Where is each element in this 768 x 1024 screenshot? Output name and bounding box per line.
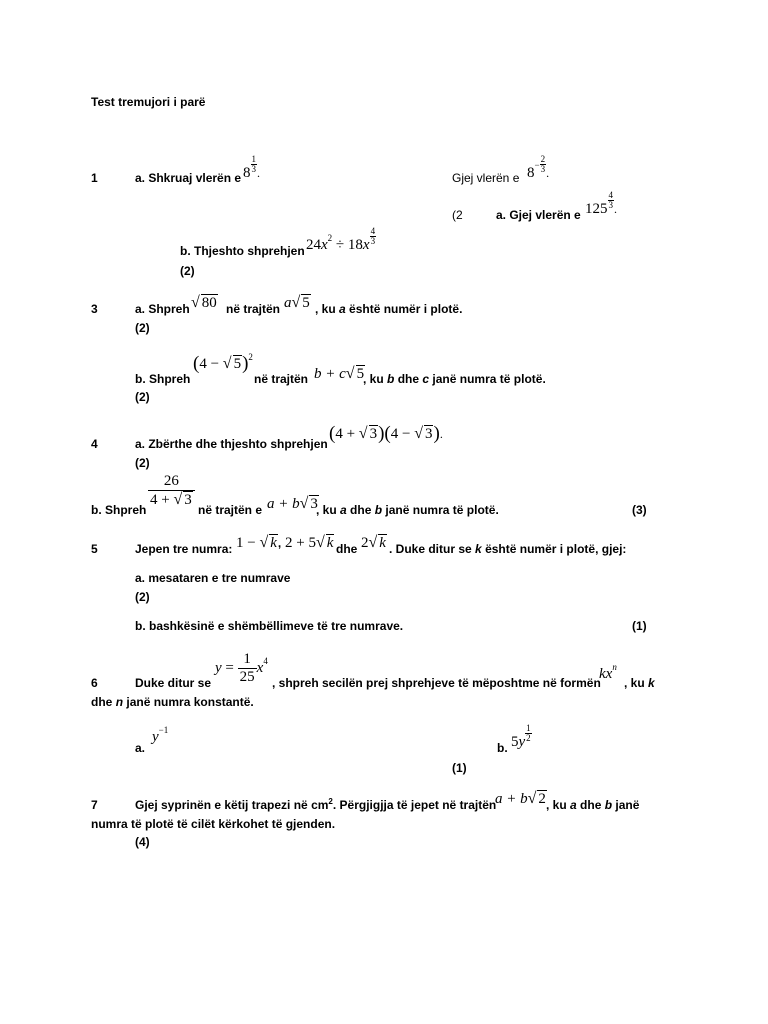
q4-b-mid: në trajtën e xyxy=(198,503,263,517)
q6-f-den: 25 xyxy=(239,669,255,685)
q3-b-var2: c xyxy=(422,372,430,386)
q7-form-text: a + b xyxy=(495,791,528,807)
q6-text2: , shpreh secilën prej shprehjeve të mëposhtme në formën xyxy=(272,676,601,690)
q5-n3: 2√ k xyxy=(361,534,386,551)
q2-base: 125 xyxy=(585,200,608,217)
q1-a-expression xyxy=(243,154,260,183)
q4-a-f2: 4 − xyxy=(390,426,415,442)
q3-a-form-rad: 5 xyxy=(302,295,310,311)
q3-b-form-rad: 5 xyxy=(356,366,365,382)
q5-post2: është numër i plotë, gjej: xyxy=(485,542,627,556)
q4-b-form-text: a + b xyxy=(267,496,300,512)
q4-b-num: 26 xyxy=(148,473,195,491)
q6-n: n xyxy=(115,695,124,709)
q5-sep1: , xyxy=(277,536,282,550)
q6-a-base: y xyxy=(152,729,159,745)
q3-b-post xyxy=(363,372,546,386)
page-title: Test tremujori i parë xyxy=(91,95,206,109)
q4-a-text: a. Zbërthe dhe thjeshto shprehjen xyxy=(135,437,328,451)
q5-n2-rad: k xyxy=(326,535,334,551)
q5-n3-rad: k xyxy=(379,535,386,551)
q5-b-text: b. bashkësinë e shëmbëllimeve të tre numrave. xyxy=(135,619,404,633)
q7-b: b xyxy=(604,798,613,812)
q2-exp-num: 4 xyxy=(608,190,613,200)
q6-text1: Duke ditur se xyxy=(135,676,212,690)
q2-b-var: x xyxy=(321,236,328,253)
q6-f-num: 1 xyxy=(238,651,257,669)
q6-a-label: a. xyxy=(135,741,146,755)
q6-equation xyxy=(215,651,268,686)
q2-a-expression xyxy=(585,190,617,219)
q7-marks: (4) xyxy=(135,835,150,849)
q7-text1 xyxy=(135,798,496,814)
q2-marks: (2) xyxy=(180,264,195,278)
q3-a-radical: √ 80 xyxy=(191,294,217,311)
q7-form-rad: 2 xyxy=(538,791,546,807)
q3-a-post2: është numër i plotë. xyxy=(349,302,463,316)
q5-text: Jepen tre numra: xyxy=(135,542,233,556)
q4-b-marks: (3) xyxy=(632,503,647,517)
q4-b-var2: b xyxy=(374,503,383,517)
q7-text3: , ku xyxy=(546,798,567,812)
q2-a-text: a. Gjej vlerën e xyxy=(496,208,581,222)
q6-marks: (1) xyxy=(452,761,467,775)
q5-post1: . Duke ditur se xyxy=(389,542,472,556)
q3-b-marks: (2) xyxy=(135,390,150,404)
q4-a-f1: 4 + xyxy=(335,426,359,442)
q3-number: 3 xyxy=(91,302,98,316)
q6-x: x xyxy=(256,659,264,676)
q2-b-expression xyxy=(306,226,376,255)
q3-a-pre: a. Shpreh xyxy=(135,302,190,316)
q1-number: 1 xyxy=(91,171,98,185)
q2-b-exp2-den: 3 xyxy=(370,236,376,246)
q3-b-post1: , ku xyxy=(363,372,384,386)
q6-x-exp: 4 xyxy=(263,655,268,666)
q3-b-expression: (4 − √ 5)$^2$ xyxy=(193,352,253,374)
q4-b-var1: a xyxy=(340,503,347,517)
q6-b-exp-den: 2 xyxy=(526,733,531,743)
q6-b-base: y xyxy=(518,733,526,750)
q4-b-pre: b. Shpreh xyxy=(91,503,147,517)
q6-form xyxy=(599,662,617,683)
q2-b-exp: 2 xyxy=(327,232,333,243)
q2-b-coef: 24 xyxy=(306,236,321,253)
q6-b-exp-num: 1 xyxy=(526,723,531,733)
q6-line2 xyxy=(91,695,254,709)
q3-a-mid: në trajtën xyxy=(226,302,281,316)
q5-a-marks: (2) xyxy=(135,590,150,604)
q7-form: a + b√ 2 xyxy=(495,790,546,807)
q6-line2-2: janë numra konstantë. xyxy=(126,695,254,709)
q3-b-pre: b. Shpreh xyxy=(135,372,191,386)
q5-n2: 2 + 5 xyxy=(285,535,316,551)
q4-b-post xyxy=(316,503,499,517)
q5-a-text: a. mesataren e tre numrave xyxy=(135,571,291,585)
q6-b-label: b. xyxy=(497,741,508,755)
q4-a-r1: 3 xyxy=(369,426,378,442)
q6-y: y xyxy=(215,659,222,676)
q7-number: 7 xyxy=(91,798,98,812)
q3-b-form: b + c√ 5 xyxy=(314,365,365,382)
q3-b-mid: në trajtën xyxy=(254,372,309,386)
q4-b-den: 4 + xyxy=(150,492,174,508)
q7-text5: janë xyxy=(615,798,640,812)
q4-b-form: a + b√ 3 xyxy=(267,495,318,512)
q1-a-text: a. Shkruaj vlerën e xyxy=(135,171,242,185)
q4-a-marks: (2) xyxy=(135,456,150,470)
q6-form-exp: n xyxy=(612,662,617,672)
q3-a-post1: , ku xyxy=(315,302,336,316)
q4-b-den-rad: 3 xyxy=(184,492,192,508)
q3-b-var1: b xyxy=(387,372,395,386)
q3-b-post2: dhe xyxy=(397,372,420,386)
q3-a-form-var: a xyxy=(284,295,292,311)
q3-a-form: a√ 5 xyxy=(284,294,310,311)
q6-b-expression xyxy=(511,723,532,752)
q2-exp-den: 3 xyxy=(608,200,613,210)
q7-line2: numra të plotë të cilët kërkohet të gjenden. xyxy=(91,817,336,831)
q1-gjej-exp-num: 2 xyxy=(540,154,546,164)
q3-b-exp: 2 xyxy=(248,352,253,362)
q1-gjej-expression xyxy=(527,154,550,183)
q6-text3-word: , ku xyxy=(624,676,645,690)
q2-number: (2 xyxy=(452,208,463,222)
q1-gjej-exp-den: 3 xyxy=(540,164,546,174)
q6-a-exp: −1 xyxy=(158,725,169,735)
q7-post xyxy=(546,798,639,812)
q1-a-base: 8 xyxy=(243,164,251,181)
q2-b-exp2-num: 4 xyxy=(370,226,376,236)
q4-b-form-rad: 3 xyxy=(310,496,318,512)
q5-b-marks: (1) xyxy=(632,619,647,633)
q5-dhe: dhe xyxy=(336,542,358,556)
q7-text4: dhe xyxy=(580,798,602,812)
q6-form-text: kx xyxy=(599,666,613,682)
q7-text1-main: Gjej syprinën e këtij trapezi në cm xyxy=(135,798,329,812)
q4-b-post3: janë numra të plotë. xyxy=(385,503,499,517)
q5-post xyxy=(389,542,626,556)
q1-gjej-end: . xyxy=(546,165,550,180)
q4-b-post1: , ku xyxy=(316,503,337,517)
q4-number: 4 xyxy=(91,437,98,451)
q4-a-end: . xyxy=(439,427,443,441)
q6-text3 xyxy=(624,676,655,690)
q3-a-post-var: a xyxy=(339,302,346,316)
q1-a-exp-num: 1 xyxy=(251,154,256,164)
q1-a-end: . xyxy=(257,165,260,180)
q4-b-post2: dhe xyxy=(350,503,372,517)
q3-b-expr: 4 − xyxy=(199,356,223,372)
q4-a-expression: (4 + √ 3)(4 − √ 3). xyxy=(329,423,443,444)
q2-b-div: ÷ 18 xyxy=(332,236,363,253)
q3-b-rad: 5 xyxy=(233,356,242,372)
q3-a-rad-value: 80 xyxy=(201,295,217,311)
q1-gjej-text: Gjej vlerën e xyxy=(452,171,520,185)
q6-line2-1: dhe xyxy=(91,695,113,709)
q3-b-post3: janë numra të plotë. xyxy=(432,372,546,386)
q1-gjej-exp-neg: − xyxy=(534,159,540,170)
q6-eq: = xyxy=(221,659,238,676)
q1-gjej-base: 8 xyxy=(527,164,535,181)
q6-k: k xyxy=(648,676,655,690)
q1-a-exp-den: 3 xyxy=(251,164,256,174)
q5-number: 5 xyxy=(91,542,98,556)
q2-b-text: b. Thjeshto shprehjen xyxy=(180,244,305,258)
q7-text2: . Përgjigjja të jepet në trajtën xyxy=(332,798,497,812)
q7-a: a xyxy=(570,798,577,812)
q6-number: 6 xyxy=(91,676,98,690)
q6-b-coef: 5 xyxy=(511,733,519,750)
q7-sup: 2 xyxy=(328,797,333,806)
q5-n1: 1 − xyxy=(236,535,260,551)
q5-n3-coef: 2 xyxy=(361,535,369,551)
q3-b-form-text: b + c xyxy=(314,366,346,382)
q6-a-expression xyxy=(152,725,169,746)
q2-b-var2: x xyxy=(362,236,370,253)
q3-a-post xyxy=(315,302,462,316)
q5-numbers: 1 − √ k, 2 + 5√ k xyxy=(236,534,334,551)
q2-end: . xyxy=(614,201,617,216)
q5-k: k xyxy=(475,542,482,556)
q4-b-fraction: $\frac{26}{4 + √ 3}$ xyxy=(148,473,195,509)
q5-n1-rad: k xyxy=(270,535,277,551)
q4-a-r2: 3 xyxy=(424,426,433,442)
q3-a-marks: (2) xyxy=(135,321,150,335)
